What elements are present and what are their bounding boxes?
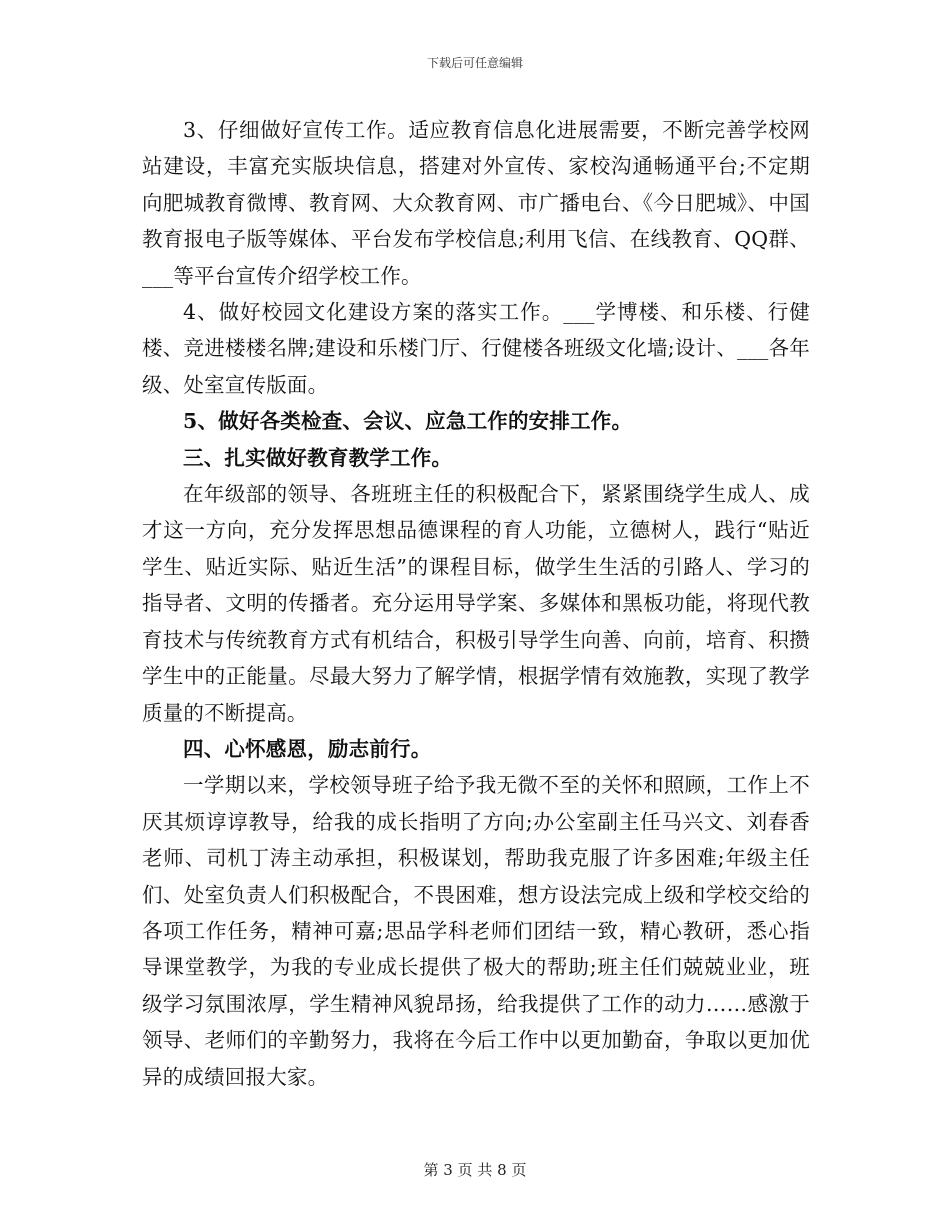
section-heading-gratitude: 四、心怀感恩，励志前行。 xyxy=(183,736,432,761)
heading-inspections-meetings: 5、做好各类检查、会议、应急工作的安排工作。 xyxy=(183,409,633,434)
document-body xyxy=(142,112,810,1095)
paragraph-campus-culture: 4、做好校园文化建设方案的落实工作。___学博楼、和乐楼、行健楼、竞进楼楼名牌;建设和乐楼门厅、行健楼各班级文化墙;设计、___各年级、处室宣传版面。 xyxy=(142,300,810,397)
page-number-footer: 第 3 页 共 8 页 xyxy=(423,1161,527,1179)
section-heading-teaching: 三、扎实做好教育教学工作。 xyxy=(183,445,453,470)
paragraph-teaching-work: 在年级部的领导、各班班主任的积极配合下，紧紧围绕学生成人、成才这一方向，充分发挥思想品德课程的育人功能，立德树人，践行“贴近学生、贴近实际、贴近生活”的课程目标，做学生生活的引路人、学习的指导者、文明的传播者。充分运用导学案、多媒体和黑板功能，将现代教育技术与传统教育方式有机结合，积极引导学生向善、向前，培育、积攒学生中的正能量。尽最大努力了解学情，根据学情有效施教，实现了教学质量的不断提高。 xyxy=(142,482,810,725)
paragraph-publicity-work: 3、仔细做好宣传工作。适应教育信息化进展需要，不断完善学校网站建设，丰富充实版块信息，搭建对外宣传、家校沟通畅通平台;不定期向肥城教育微博、教育网、大众教育网、市广播电台、《今日肥城》、中国教育报电子版等媒体、平台发布学校信息;利用飞信、在线教育、QQ群、___等平台宣传介绍学校工作。 xyxy=(142,118,810,288)
page-header: 下载后可任意编辑 xyxy=(426,56,523,70)
paragraph-gratitude: 一学期以来，学校领导班子给予我无微不至的关怀和照顾，工作上不厌其烦谆谆教导，给我的成长指明了方向;办公室副主任马兴文、刘春香老师、司机丁涛主动承担，积极谋划，帮助我克服了许多困难;年级主任们、处室负责人们积极配合，不畏困难，想方设法完成上级和学校交给的各项工作任务，精神可嘉;思品学科老师们团结一致，精心教研，悉心指导课堂教学，为我的专业成长提供了极大的帮助;班主任们兢兢业业，班级学习氛围浓厚，学生精神风貌昂扬，给我提供了工作的动力……感激于领导、老师们的辛勤努力，我将在今后工作中以更加勤奋，争取以更加优异的成绩回报大家。 xyxy=(142,773,810,1089)
